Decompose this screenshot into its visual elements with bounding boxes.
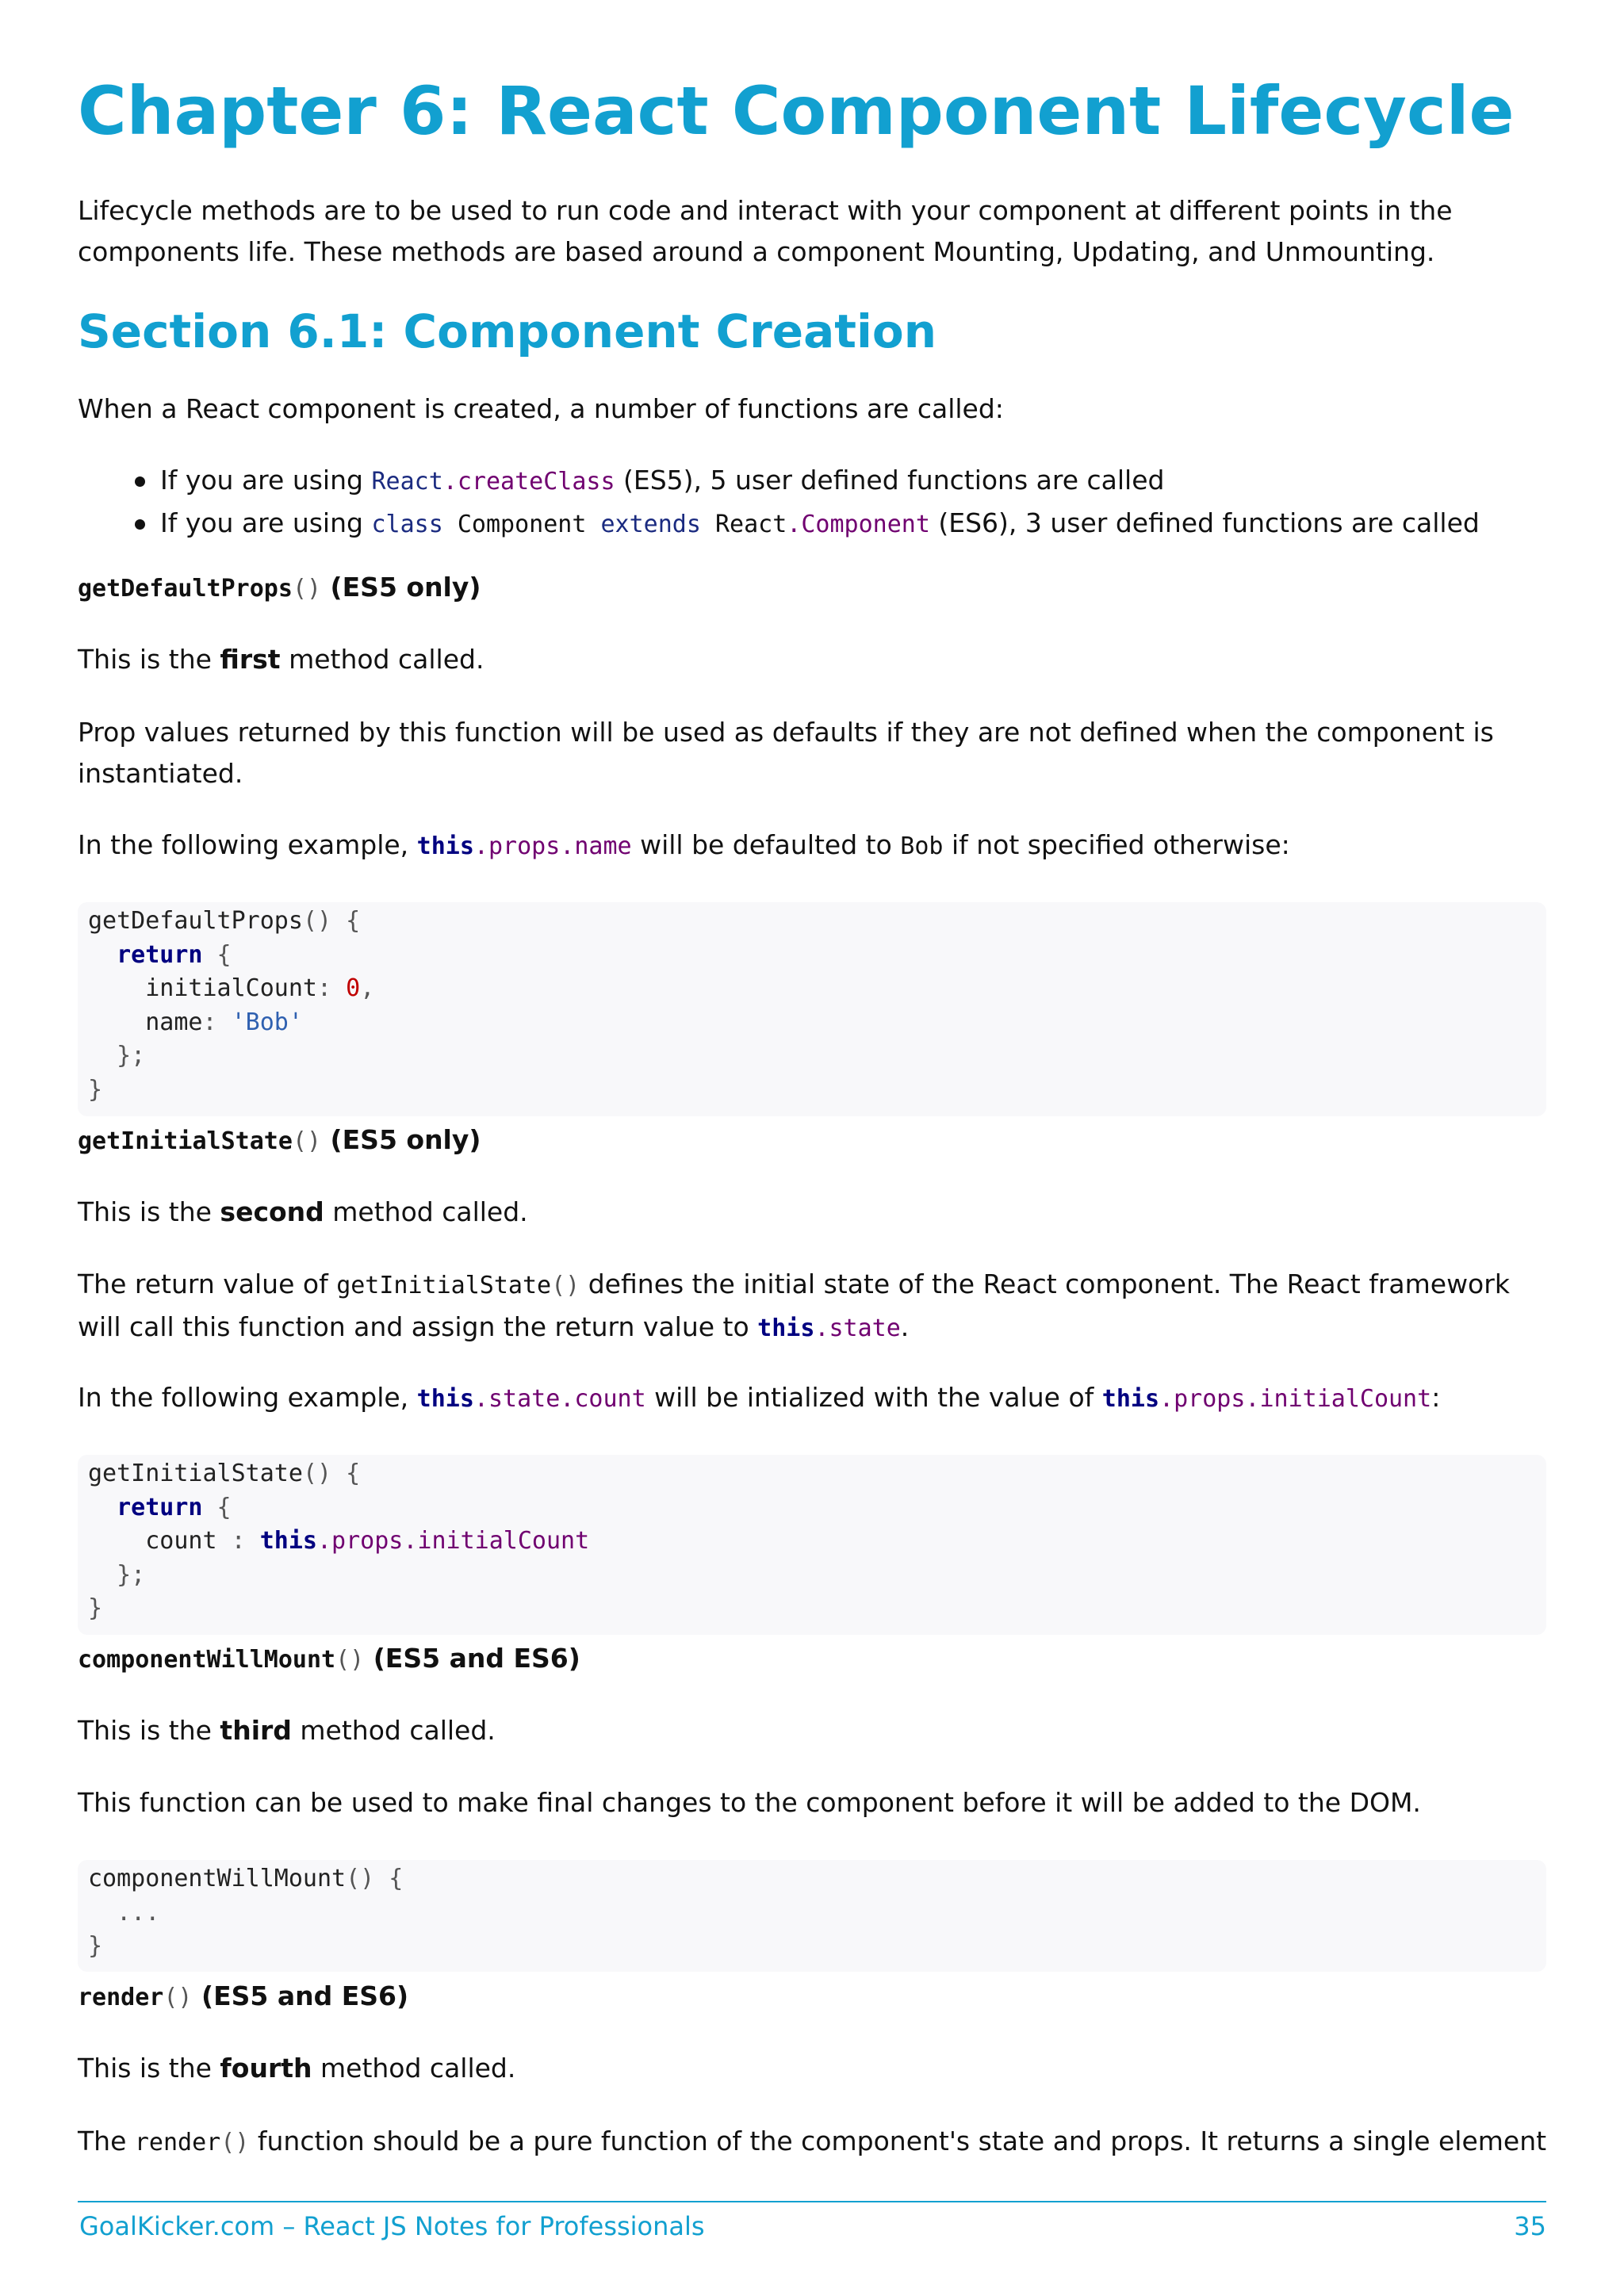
- method-heading-getdefaultprops: getDefaultProps() (ES5 only): [78, 572, 481, 603]
- bullet-text: (ES6), 3 user defined functions are called: [929, 507, 1480, 538]
- bullet-item-es5: [78, 460, 1480, 503]
- page-number: 35: [1514, 2211, 1546, 2241]
- footer-source: GoalKicker.com – React JS Notes for Professionals: [79, 2211, 705, 2241]
- section-intro: When a React component is created, a number of functions are called:: [78, 393, 1004, 424]
- bullet-item-es6: [78, 503, 1480, 545]
- inline-code: React.createClass: [371, 468, 615, 496]
- code-block-getdefaultprops: getDefaultProps() { return { initialCount: 0, name: 'Bob' }; }: [78, 902, 1546, 1116]
- render-description: The render() function should be a pure function of the component's state and props. It returns a single element: [78, 2126, 1547, 2156]
- getinitialstate-description: The return value of getInitialState() defines the initial state of the React component. The React framework will call this function and assign the return value to this.state.: [78, 1269, 1510, 1342]
- chapter-title: Chapter 6: React Component Lifecycle: [78, 72, 1515, 150]
- bullet-text: (ES5), 5 user defined functions are called: [615, 465, 1165, 496]
- method-heading-render: render() (ES5 and ES6): [78, 1980, 409, 2011]
- method-heading-getinitialstate: getInitialState() (ES5 only): [78, 1124, 481, 1155]
- method-heading-componentwillmount: componentWillMount() (ES5 and ES6): [78, 1643, 580, 1674]
- footer-divider: [78, 2201, 1546, 2202]
- componentwillmount-description: This function can be used to make final changes to the component before it will be added to the DOM.: [78, 1787, 1421, 1818]
- order-text-fourth: This is the fourth method called.: [78, 2053, 516, 2084]
- inline-code: class Component extends React.Component: [371, 511, 930, 538]
- intro-paragraph: Lifecycle methods are to be used to run code and interact with your component at different points in the components life. These methods are based around a component Mounting, Updating, and Unmounting.: [78, 195, 1453, 267]
- getdefaultprops-example-text: In the following example, this.props.name will be defaulted to Bob if not specified otherwise:: [78, 829, 1290, 860]
- order-text-first: This is the first method called.: [78, 644, 485, 675]
- bullet-text: If you are using: [160, 507, 372, 538]
- bullet-list: [78, 460, 1480, 545]
- getdefaultprops-description: Prop values returned by this function will be used as defaults if they are not defined when the component is instantiated.: [78, 717, 1494, 789]
- order-text-second: This is the second method called.: [78, 1196, 528, 1227]
- order-text-third: This is the third method called.: [78, 1715, 496, 1746]
- section-title: Section 6.1: Component Creation: [78, 304, 936, 358]
- getinitialstate-example-text: In the following example, this.state.count will be intialized with the value of this.props.initialCount:: [78, 1382, 1441, 1413]
- code-block-getinitialstate: getInitialState() { return { count : this.props.initialCount }; }: [78, 1455, 1546, 1635]
- bullet-text: If you are using: [160, 465, 372, 496]
- code-block-componentwillmount: componentWillMount() { ... }: [78, 1860, 1546, 1972]
